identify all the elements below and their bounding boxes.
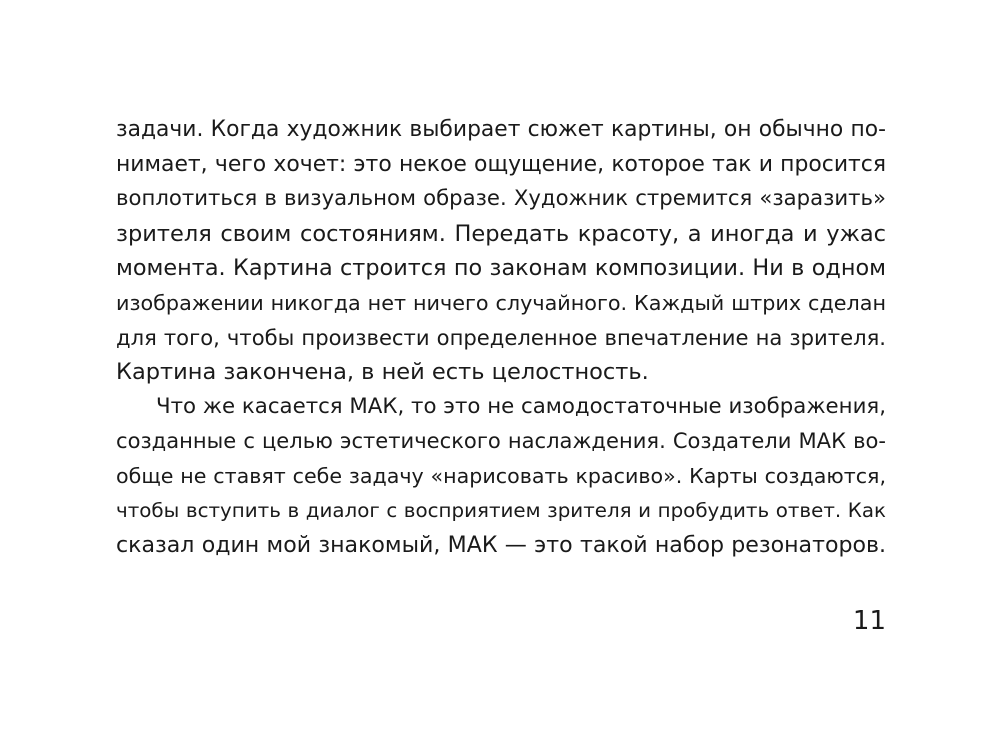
body-text xyxy=(116,113,886,563)
text-line: чтобы вступить в диалог с восприятием зрителя и пробудить ответ. Как xyxy=(116,498,886,522)
text-line: Что же касается МАК, то это не самодостаточные изображения, xyxy=(156,393,886,419)
text-line: воплотиться в визуальном образе. Художник стремится «заразить» xyxy=(116,186,886,212)
text-line: Картина закончена, в ней есть целостность. xyxy=(116,359,649,386)
page-number: 11 xyxy=(852,606,886,636)
paragraph-1 xyxy=(116,113,886,390)
text-line: зрителя своим состояниям. Передать красоту, а иногда и ужас xyxy=(116,220,886,247)
text-line: задачи. Когда художник выбирает сюжет картины, он обычно по- xyxy=(116,117,886,142)
paragraph-2 xyxy=(116,390,886,563)
text-line: изображении никогда нет ничего случайного. Каждый штрих сделан xyxy=(116,290,886,315)
text-line: нимает, чего хочет: это некое ощущение, которое так и просится xyxy=(116,151,886,177)
text-line: для того, чтобы произвести определенное впечатление на зрителя. xyxy=(116,324,886,350)
text-line: момента. Картина строится по законам композиции. Ни в одном xyxy=(116,255,886,282)
text-line: сказал один мой знакомый, МАК — это такой набор резонаторов. xyxy=(116,532,886,559)
text-line: обще не ставят себе задачу «нарисовать красиво». Карты создаются, xyxy=(116,463,886,488)
text-line: созданные с целью эстетического наслаждения. Создатели МАК во- xyxy=(116,428,886,454)
